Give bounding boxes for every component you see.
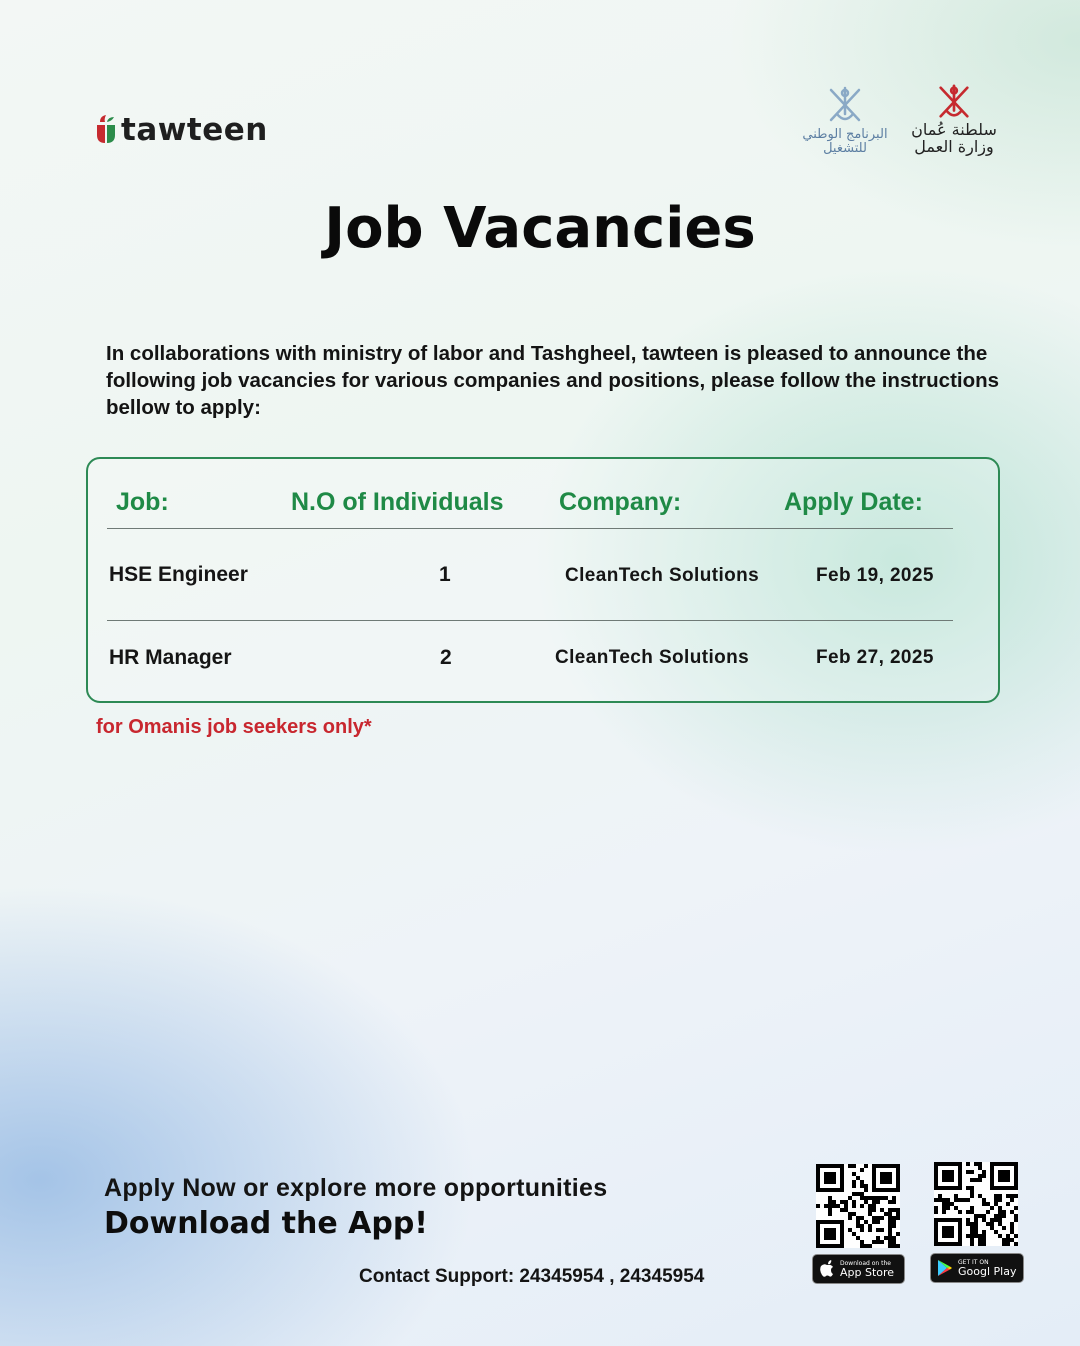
header-date: Apply Date: [784, 488, 923, 516]
brand-logo [94, 110, 268, 150]
header-divider [107, 528, 953, 529]
header-company: Company: [559, 488, 682, 516]
brand-name: tawteen [121, 112, 268, 148]
oman-emblem-red-icon [935, 82, 973, 122]
appstore-badge-small: Download on the [840, 1259, 891, 1267]
contact-support: Contact Support: 24345954 , 24345954 [359, 1266, 705, 1287]
row-1-count: 1 [439, 563, 451, 586]
apple-icon [819, 1260, 835, 1278]
googleplay-qr-code[interactable] [934, 1162, 1018, 1246]
row-2-count: 2 [440, 646, 452, 669]
intro-paragraph: In collaborations with ministry of labor and Tashgheel, tawteen is pleased to announce the following job vacancies for various companies and positions, please follow the instructions bellow to apply: [106, 342, 1000, 419]
tawteen-logo-icon [94, 113, 118, 147]
appstore-qr-code[interactable] [816, 1164, 900, 1248]
ministry-of-labour-logo [904, 82, 1004, 166]
cta-download: Download the App! [104, 1206, 428, 1241]
row-2-job: HR Manager [109, 646, 232, 669]
oman-emblem-icon [825, 84, 865, 126]
header-count: N.O of Individuals [291, 488, 504, 516]
cta-line: Apply Now or explore more opportunities [104, 1174, 608, 1202]
row-2-date: Feb 27, 2025 [816, 647, 934, 668]
googleplay-badge-small: GET IT ON [958, 1258, 989, 1266]
appstore-badge-big: App Store [840, 1265, 895, 1279]
google-play-icon [937, 1259, 953, 1277]
row-2-company: CleanTech Solutions [555, 647, 750, 668]
page-title: Job Vacancies [324, 196, 756, 261]
header-job: Job: [116, 488, 169, 516]
ministry-logo-text: سلطنة عُمان وزارة العمل [911, 120, 997, 156]
program-logo-text: البرنامج الوطني للتشغيل [802, 127, 888, 156]
row-1-company: CleanTech Solutions [565, 565, 760, 586]
googleplay-badge[interactable] [930, 1253, 1024, 1283]
row-1-date: Feb 19, 2025 [816, 565, 934, 586]
row-1-job: HSE Engineer [109, 563, 248, 586]
eligibility-note: for Omanis job seekers only* [96, 716, 372, 738]
national-employment-program-logo [790, 84, 900, 166]
googleplay-badge-big: Googl Play [958, 1264, 1017, 1278]
appstore-badge[interactable] [812, 1254, 905, 1284]
row-divider [107, 620, 953, 621]
